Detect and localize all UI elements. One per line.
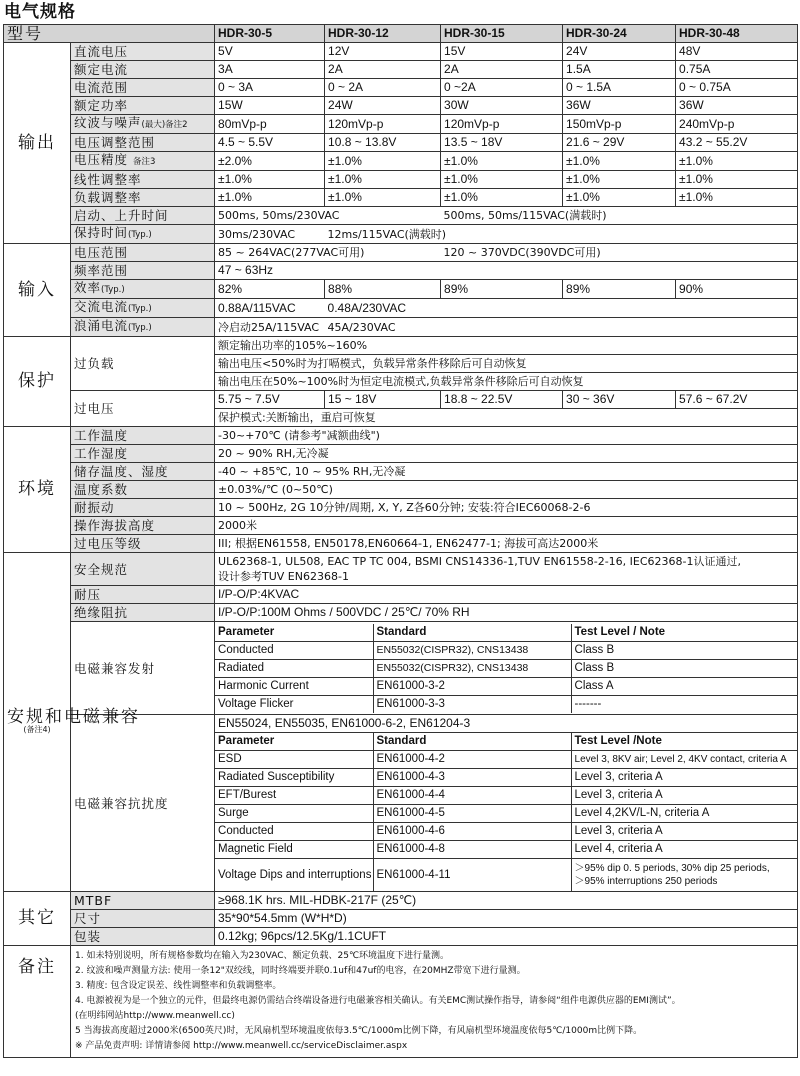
dips-line: ＞95% dip 0. 5 periods, 30% dip 25 periods, <box>574 863 770 874</box>
emc-param: EFT/Burest <box>215 787 373 805</box>
dips-line: ＞95% interruptions 250 periods <box>574 876 718 887</box>
cell-value: ≥968.1K hrs. MIL-HDBK-217F (25℃) <box>215 892 798 910</box>
row-label: 启动、上升时间 <box>71 207 215 225</box>
cell-value: ±1.0% <box>325 171 441 189</box>
cell-value: 12V <box>325 43 441 61</box>
model-label: 型号 <box>4 25 215 43</box>
emc-param: Magnetic Field <box>215 841 373 859</box>
cell-value: 120 ~ 370VDC(390VDC可用) <box>441 244 798 262</box>
page-title: 电气规格 <box>4 2 76 22</box>
cell-value: 3A <box>215 61 325 79</box>
cell-value: 0.48A/230VAC <box>325 299 798 318</box>
model-name: HDR-30-15 <box>441 25 563 43</box>
cell-value <box>215 553 798 586</box>
safety-standards-row <box>4 553 798 586</box>
cell-value: 80mVp-p <box>215 115 325 134</box>
output-ripple-row <box>4 115 798 134</box>
cell-value: 10 ~ 500Hz, 2G 10分钟/周期, X, Y, Z各60分钟; 安装:符合IEC60068-2-6 <box>215 499 798 517</box>
cell-value: 57.6 ~ 67.2V <box>676 391 798 409</box>
category-protection: 保护 <box>4 337 71 427</box>
cell-value: ±1.0% <box>676 171 798 189</box>
emc-emission-row <box>4 622 798 715</box>
row-label: 耐压 <box>71 586 215 604</box>
table-row <box>215 787 797 805</box>
row-label: 电压调整范围 <box>71 134 215 152</box>
row-label: 操作海拔高度 <box>71 517 215 535</box>
row-label: 电压范围 <box>71 244 215 262</box>
emc-header: Test Level / Note <box>571 624 797 642</box>
input-efficiency-row <box>4 280 798 299</box>
row-label: 安全规范 <box>71 553 215 586</box>
cell-value: 82% <box>215 280 325 299</box>
input-frequency-row <box>4 262 798 280</box>
cell-value: 240mVp-p <box>676 115 798 134</box>
emc-standard: EN61000-4-8 <box>373 841 571 859</box>
output-line-regulation-row <box>4 171 798 189</box>
row-label: 包装 <box>71 928 215 946</box>
row-label: 耐振动 <box>71 499 215 517</box>
emc-standard: EN55032(CISPR32), CNS13438 <box>373 641 571 659</box>
cell-value: 120mVp-p <box>441 115 563 134</box>
model-name: HDR-30-24 <box>563 25 676 43</box>
emc-standard: EN61000-4-11 <box>373 859 571 892</box>
row-label: 直流电压 <box>71 43 215 61</box>
cell-value: ±1.0% <box>563 152 676 171</box>
emc-param: Radiated Susceptibility <box>215 769 373 787</box>
safety-withstand-row <box>4 586 798 604</box>
cell-value: 2A <box>441 61 563 79</box>
emc-header: Standard <box>373 624 571 642</box>
label-main: 电压精度 <box>74 152 129 167</box>
emc-level: Level 4,2KV/L-N, criteria A <box>571 805 797 823</box>
cell-value: -30~+70℃ (请参考"减额曲线") <box>215 427 798 445</box>
emc-level: Class A <box>571 677 797 695</box>
emc-emission-table-cell <box>215 622 798 715</box>
cell-value: I/P-O/P:4KVAC <box>215 586 798 604</box>
row-label <box>71 152 215 171</box>
cell-value: 20 ~ 90% RH,无冷凝 <box>215 445 798 463</box>
category-others: 其它 <box>4 892 71 946</box>
label-note: 备注3 <box>133 157 156 167</box>
safety-isolation-row <box>4 604 798 622</box>
cell-value: 冷启动25A/115VAC <box>215 318 325 337</box>
row-label: MTBF <box>71 892 215 910</box>
cell-value: 0 ~ 2A <box>325 79 441 97</box>
label-note: (Typ.) <box>101 285 125 295</box>
cell-value: 89% <box>441 280 563 299</box>
cell-value: 15 ~ 18V <box>325 391 441 409</box>
emc-standard: EN61000-3-2 <box>373 677 571 695</box>
cell-value: 0.88A/115VAC <box>215 299 325 318</box>
env-storage-row <box>4 463 798 481</box>
cell-value: 36W <box>676 97 798 115</box>
emc-param: Conducted <box>215 823 373 841</box>
cell-value: 0 ~ 1.5A <box>563 79 676 97</box>
model-header-row <box>4 25 798 43</box>
category-input: 输入 <box>4 244 71 337</box>
emc-level: ------- <box>571 695 797 713</box>
cell-value: 额定输出功率的105%~160% <box>215 337 798 355</box>
model-name: HDR-30-5 <box>215 25 325 43</box>
row-label: 工作湿度 <box>71 445 215 463</box>
label-main: 保持时间 <box>74 225 129 240</box>
cell-value: 43.2 ~ 55.2V <box>676 134 798 152</box>
cell-value: 13.5 ~ 18V <box>441 134 563 152</box>
cell-value: 0 ~2A <box>441 79 563 97</box>
emc-immunity-table <box>215 733 797 891</box>
emc-header: Test Level /Note <box>571 733 797 751</box>
emc-header-row <box>215 624 797 642</box>
row-label: 工作温度 <box>71 427 215 445</box>
cell-value: -40 ~ +85℃, 10 ~ 95% RH,无冷凝 <box>215 463 798 481</box>
row-label <box>71 299 215 318</box>
emc-emission-table <box>215 624 797 713</box>
row-label: 额定电流 <box>71 61 215 79</box>
cell-value: ±1.0% <box>441 171 563 189</box>
emc-level: Level 3, criteria A <box>571 769 797 787</box>
emc-standard: EN61000-3-3 <box>373 695 571 713</box>
emc-header-row <box>215 733 797 751</box>
cell-value: 12ms/115VAC(满载时) <box>325 225 798 244</box>
emc-standard: EN61000-4-2 <box>373 751 571 769</box>
cell-value: 90% <box>676 280 798 299</box>
cell-value: III; 根据EN61558, EN50178,EN60664-1, EN62477-1; 海拔可高达2000米 <box>215 535 798 553</box>
output-adj-range-row <box>4 134 798 152</box>
table-row <box>215 769 797 787</box>
row-label: 电流范围 <box>71 79 215 97</box>
cell-value: ±0.03%/℃ (0~50℃) <box>215 481 798 499</box>
row-label: 频率范围 <box>71 262 215 280</box>
cell-value: 48V <box>676 43 798 61</box>
notes-block <box>71 946 798 1058</box>
output-rated-current-row <box>4 61 798 79</box>
emc-param: Radiated <box>215 659 373 677</box>
cell-value: 15W <box>215 97 325 115</box>
cell-value: ±1.0% <box>676 152 798 171</box>
emc-level: Class B <box>571 659 797 677</box>
cell-value: 0.12kg; 96pcs/12.5Kg/1.1CUFT <box>215 928 798 946</box>
cell-value: 24V <box>563 43 676 61</box>
row-label: 负载调整率 <box>71 189 215 207</box>
cell-value: 36W <box>563 97 676 115</box>
input-ac-current-row <box>4 299 798 318</box>
note-line: ※ 产品免责声明: 详情请参阅 http://www.meanwell.cc/serviceDisclaimer.aspx <box>75 1041 408 1051</box>
emc-level: Level 3, criteria A <box>571 787 797 805</box>
output-voltage-tolerance-row <box>4 152 798 171</box>
emc-param: Voltage Dips and interruptions <box>218 868 372 881</box>
spec-table <box>3 24 798 1058</box>
label-main: 交流电流 <box>74 299 129 314</box>
table-row <box>215 751 797 769</box>
cell-value: 0 ~ 3A <box>215 79 325 97</box>
emc-standard: EN61000-4-5 <box>373 805 571 823</box>
note-line: 5 当海拔高度超过2000米(6500英尺)时，无风扇机型环境温度依每3.5℃/1000m比例下降，有风扇机型环境温度依每5℃/1000m比例下降。 <box>75 1026 643 1036</box>
cell-value: 30 ~ 36V <box>563 391 676 409</box>
env-working-humidity-row <box>4 445 798 463</box>
safety-line: 设计参考TUV EN62368-1 <box>218 570 349 583</box>
emc-level <box>571 859 797 892</box>
row-label: 过负载 <box>71 337 215 391</box>
cell-value: 45A/230VAC <box>325 318 798 337</box>
note-line: 4. 电源被视为是一个独立的元件，但最终电源仍需结合终端设备进行电磁兼容相关确认。有关EMC测试操作指导，请参阅“组件电源供应器的EMI测试”。 <box>75 996 681 1006</box>
row-label <box>71 115 215 134</box>
cell-value: 保护模式:关断输出，重启可恢复 <box>215 409 798 427</box>
label-note: (Typ.) <box>128 230 152 240</box>
cell-value: ±1.0% <box>676 189 798 207</box>
others-mtbf-row <box>4 892 798 910</box>
note-line: 2. 纹波和噪声测量方法: 使用一条12"双绞线，同时终端要并联0.1uf和47uf的电容，在20MHZ带宽下进行量测。 <box>75 966 526 976</box>
label-note: (最大)备注2 <box>141 120 188 130</box>
cell-value: ±1.0% <box>215 171 325 189</box>
table-row <box>215 823 797 841</box>
output-load-regulation-row <box>4 189 798 207</box>
row-label <box>71 318 215 337</box>
label-main: 纹波与噪声 <box>74 115 142 130</box>
cell-value: 4.5 ~ 5.5V <box>215 134 325 152</box>
output-setup-rise-row <box>4 207 798 225</box>
cell-value: 85 ~ 264VAC(277VAC可用) <box>215 244 441 262</box>
cell-value: 0 ~ 0.75A <box>676 79 798 97</box>
row-label: 电磁兼容发射 <box>71 622 215 715</box>
input-inrush-row <box>4 318 798 337</box>
table-row <box>215 805 797 823</box>
env-working-temp-row <box>4 427 798 445</box>
cell-value: 150mVp-p <box>563 115 676 134</box>
env-altitude-row <box>4 517 798 535</box>
note-line: 1. 如未特别说明，所有规格参数均在输入为230VAC、额定负载、25℃环境温度下进行量测。 <box>75 951 450 961</box>
cell-value: 30W <box>441 97 563 115</box>
model-name: HDR-30-48 <box>676 25 798 43</box>
emc-param: Voltage Flicker <box>218 697 294 710</box>
cell-value: 500ms, 50ms/230VAC <box>215 207 441 225</box>
row-label: 尺寸 <box>71 910 215 928</box>
emc-immunity-table-cell <box>215 733 798 892</box>
emc-param: Conducted <box>215 641 373 659</box>
env-over-voltage-cat-row <box>4 535 798 553</box>
safety-line: UL62368-1, UL508, EAC TP TC 004, BSMI CNS14336-1,TUV EN61558-2-16, IEC62368-1认证通过, <box>218 555 742 568</box>
emc-standard: EN61000-4-3 <box>373 769 571 787</box>
label-note: (Typ.) <box>128 323 152 333</box>
cell-value: 30ms/230VAC <box>215 225 325 244</box>
table-row <box>215 641 797 659</box>
env-vibration-row <box>4 499 798 517</box>
label-main: 浪涌电流 <box>74 318 129 333</box>
notes-row <box>4 946 798 1058</box>
cell-value: 500ms, 50ms/115VAC(满载时) <box>441 207 798 225</box>
row-label <box>71 225 215 244</box>
cell-value: 18.8 ~ 22.5V <box>441 391 563 409</box>
cell-value: 88% <box>325 280 441 299</box>
cell-value: EN55024, EN55035, EN61000-6-2, EN61204-3 <box>215 715 798 733</box>
cell-value: 1.5A <box>563 61 676 79</box>
note-line: 3. 精度: 包含设定误差、线性调整率和负载调整率。 <box>75 981 282 991</box>
row-label: 储存温度、湿度 <box>71 463 215 481</box>
row-label: 温度系数 <box>71 481 215 499</box>
cell-value: 输出电压在50%~100%时为恒定电流模式,负载异常条件移除后可自动恢复 <box>215 373 798 391</box>
cell-value: 5.75 ~ 7.5V <box>215 391 325 409</box>
cell-value: ±2.0% <box>215 152 325 171</box>
cell-value: 5V <box>215 43 325 61</box>
output-hold-up-row <box>4 225 798 244</box>
emc-header: Parameter <box>215 624 373 642</box>
emc-standard: EN61000-4-4 <box>373 787 571 805</box>
output-dc-voltage-row <box>4 43 798 61</box>
others-dimension-row <box>4 910 798 928</box>
cell-value: 89% <box>563 280 676 299</box>
cell-value: I/P-O/P:100M Ohms / 500VDC / 25℃/ 70% RH <box>215 604 798 622</box>
category-note: (备注4) <box>23 724 51 734</box>
emc-level: Level 3, 8KV air; Level 2, 4KV contact, criteria A <box>571 751 797 769</box>
cell-value: ±1.0% <box>325 189 441 207</box>
cell-value: 21.6 ~ 29V <box>563 134 676 152</box>
emc-param: Harmonic Current <box>215 677 373 695</box>
input-voltage-range-row <box>4 244 798 262</box>
cell-value: 2000米 <box>215 517 798 535</box>
note-line: (在明纬网站http://www.meanwell.cc) <box>75 1011 235 1021</box>
env-temp-coeff-row <box>4 481 798 499</box>
category-output: 输出 <box>4 43 71 244</box>
category-notes: 备注 <box>4 946 71 1058</box>
emc-header: Parameter <box>215 733 373 751</box>
cell-value: ±1.0% <box>563 189 676 207</box>
label-note: (Typ.) <box>128 304 152 314</box>
cell-value: 35*90*54.5mm (W*H*D) <box>215 910 798 928</box>
cell-value: 15V <box>441 43 563 61</box>
emc-level: Level 4, criteria A <box>571 841 797 859</box>
cell-value: 47 ~ 63Hz <box>215 262 798 280</box>
cell-value: 10.8 ~ 13.8V <box>325 134 441 152</box>
cell-value: ±1.0% <box>215 189 325 207</box>
model-name: HDR-30-12 <box>325 25 441 43</box>
category-environment: 环境 <box>4 427 71 553</box>
emc-param: Surge <box>215 805 373 823</box>
emc-param: ESD <box>215 751 373 769</box>
protection-over-voltage-row <box>4 391 798 409</box>
cell-value: ±1.0% <box>441 189 563 207</box>
emc-header: Standard <box>373 733 571 751</box>
cell-value: 120mVp-p <box>325 115 441 134</box>
others-packing-row <box>4 928 798 946</box>
cell-value: ±1.0% <box>441 152 563 171</box>
output-current-range-row <box>4 79 798 97</box>
row-label: 绝缘阻抗 <box>71 604 215 622</box>
cell-value: 24W <box>325 97 441 115</box>
protection-overload-row-1 <box>4 337 798 355</box>
label-main: 效率 <box>74 280 102 295</box>
category-label: 安规和电磁兼容 <box>7 706 140 727</box>
table-row <box>215 659 797 677</box>
cell-value: ±1.0% <box>325 152 441 171</box>
row-label <box>71 280 215 299</box>
row-label: 过电压等级 <box>71 535 215 553</box>
emc-level: Level 3, criteria A <box>571 823 797 841</box>
output-rated-power-row <box>4 97 798 115</box>
emc-standard: EN55032(CISPR32), CNS13438 <box>373 659 571 677</box>
cell-value: ±1.0% <box>563 171 676 189</box>
emc-level: Class B <box>571 641 797 659</box>
cell-value: 0.75A <box>676 61 798 79</box>
row-label: 线性调整率 <box>71 171 215 189</box>
table-row <box>215 695 797 713</box>
table-row <box>215 677 797 695</box>
row-label: 过电压 <box>71 391 215 427</box>
cell-value: 输出电压<50%时为打嗝模式，负载异常条件移除后可自动恢复 <box>215 355 798 373</box>
row-label: 额定功率 <box>71 97 215 115</box>
cell-value: 2A <box>325 61 441 79</box>
table-row <box>215 841 797 859</box>
row-label: 电磁兼容抗扰度 <box>71 715 215 892</box>
table-row <box>215 859 797 892</box>
emc-standard: EN61000-4-6 <box>373 823 571 841</box>
